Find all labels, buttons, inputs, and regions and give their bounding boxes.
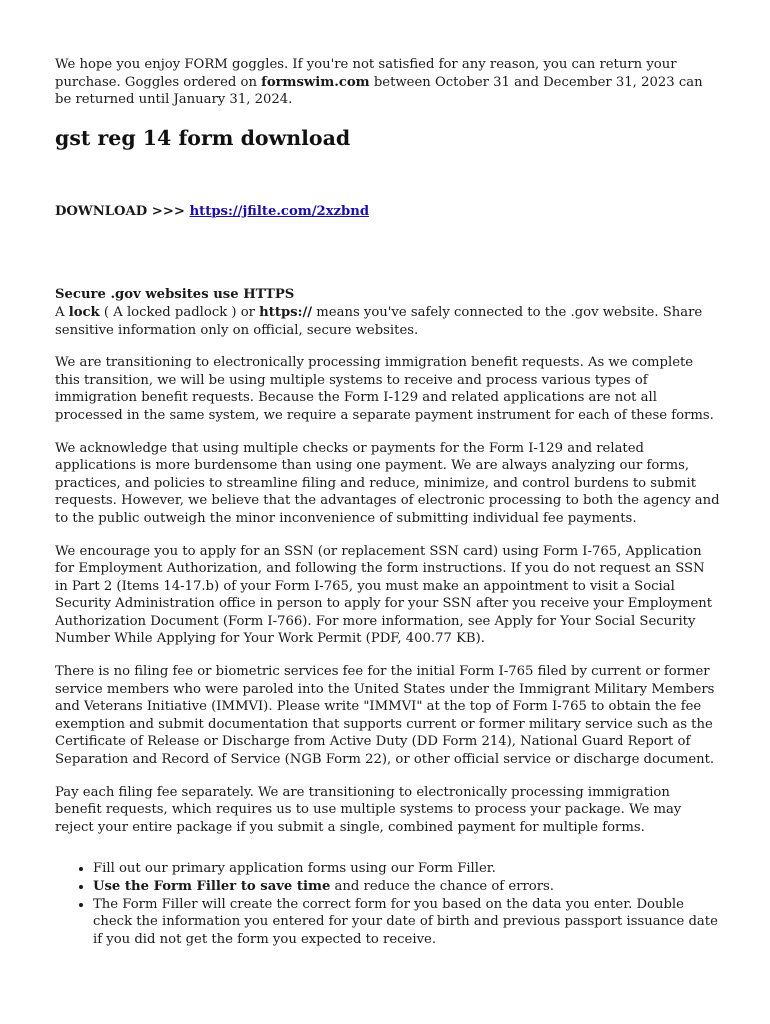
download-link[interactable]: https://jfilte.com/2xzbnd	[189, 203, 370, 219]
paragraph-transition: We are transitioning to electronically processing immigration benefit requests. As we complete this transition, we will be using multiple systems to receive and process various types of immigration benefit requests. Because the Form I-129 and related applications are not all processed in the same system, we require a separate payment instrument for each of these forms.	[55, 355, 714, 423]
paragraph-immvi: There is no filing fee or biometric services fee for the initial Form I-765 filed by current or former service members who were paroled into the United States under the Immigrant Military Members and Veterans Initiative (IMMVI). Please write "IMMVI" at the top of Form I-765 to obtain the fee exemption and submit documentation that supports current or former military service such as the Certificate of Release or Discharge from Active Duty (DD Form 214), National Guard Report of Separation and Record of Service (NGB Form 22), or other official service or discharge document.	[55, 664, 715, 768]
list-item	[93, 878, 720, 896]
page-title: gst reg 14 form download	[55, 125, 351, 150]
intro-site-name: formswim.com	[261, 74, 370, 90]
list-item: • The Form Filler will create the correct form for you based on the data you enter. Double check the information you entered for your date of birth and previous passport issuance date if you did not get the form you expected to receive.	[93, 896, 720, 949]
paragraph-ssn: We encourage you to apply for an SSN (or replacement SSN card) using Form I-765, Application for Employment Authorization, and following the form instructions. If you do not request an SSN in Part 2 (Items 14-17.b) of your Form I-765, you must make an appointment to visit a Social Security Administration office in person to apply for your SSN after you receive your Employment Authorization Document (Form I-766). For more information, see Apply for Your Social Security Number While Applying for Your Work Permit (PDF, 400.77 KB).	[55, 543, 713, 647]
download-line	[55, 203, 720, 221]
secure-lock-word: lock	[68, 304, 100, 320]
list-item-bold: Use the Form Filler to save time	[93, 879, 331, 894]
intro-text-start: We hope you enjoy FORM goggles. If you're not satisfied for any reason, you can return your purchase. Goggles ordered on	[55, 57, 677, 90]
intro-paragraph	[55, 56, 720, 109]
download-label: DOWNLOAD >>>	[55, 203, 190, 219]
secure-text-mid: ( A locked padlock ) or	[99, 304, 260, 320]
secure-text-a: A	[55, 304, 69, 320]
form-filler-list	[55, 860, 720, 948]
secure-paragraph	[55, 304, 720, 339]
list-item-rest: and reduce the chance of errors.	[330, 879, 554, 894]
paragraph-acknowledge: We acknowledge that using multiple checks or payments for the Form I-129 and related applications is more burdensome than using one payment. We are always analyzing our forms, practices, and policies to streamline filing and reduce, minimize, and control burdens to submit requests. However, we believe that the advantages of electronic processing to both the agency and to the public outweigh the minor inconvenience of submitting individual fee payments.	[55, 440, 720, 526]
paragraph-fees: Pay each filing fee separately. We are transitioning to electronically processing immigration benefit requests, which requires us to use multiple systems to process your package. We may reject your entire package if you submit a single, combined payment for multiple forms.	[55, 784, 682, 835]
secure-text-end: means you've safely connected to the .gov website. Share sensitive information only on official, secure websites.	[55, 304, 703, 338]
secure-heading: Secure .gov websites use HTTPS	[55, 287, 295, 303]
intro-text-end: between October 31 and December 31, 2023 can be returned until January 31, 2024.	[55, 74, 703, 108]
document-page	[55, 56, 720, 948]
secure-https-word: https://	[259, 304, 313, 320]
list-item: • Fill out our primary application forms using our Form Filler.	[93, 860, 720, 878]
